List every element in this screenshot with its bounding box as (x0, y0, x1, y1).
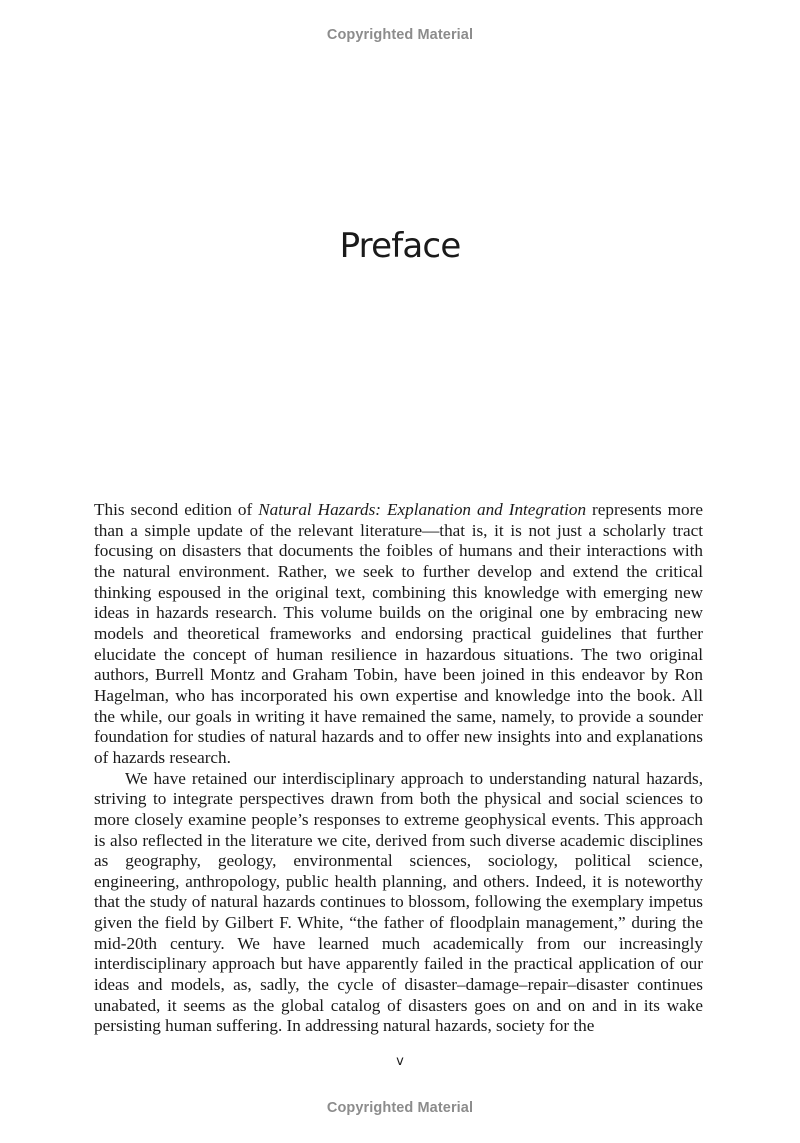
page-number: v (396, 1054, 404, 1069)
paragraph-1-rest: represents more than a simple update of the relevant literature—that is, it is not just a scholarly tract focusing on disasters that documents the foibles of humans and their interactions with the natural environment. Rather, we seek to further develop and extend the critical thinking espoused in the original text, combining this knowledge with emerging new ideas in hazards research. This volume builds on the original one by embracing new models and theoretical frameworks and endorsing practical guidelines that further elucidate the concept of human resilience in hazardous situations. The two original authors, Burrell Montz and Graham Tobin, have been joined in this endeavor by Ron Hagelman, who has incorporated his own expertise and knowledge into the book. All the while, our goals in writing it have remained the same, namely, to provide a sounder foundation for studies of natural hazards and to offer new insights into and explanations of hazards research. (94, 500, 703, 767)
paragraph-2: We have retained our interdisciplinary approach to understanding natural hazards, striving to integrate perspectives drawn from both the physical and social sciences to more closely examine people’s responses to extreme geophysical events. This approach is also reflected in the literature we cite, derived from such diverse academic disciplines as geography, geology, environmental sciences, sociology, political science, engineering, anthropology, public health planning, and others. Indeed, it is noteworthy that the study of natural hazards continues to blossom, following the exemplary impetus given the field by Gilbert F. White, “the father of floodplain management,” during the mid-20th century. We have learned much academically from our increasingly interdisciplinary approach but have apparently failed in the practical application of our ideas and models, as, sadly, the cycle of disaster–damage–repair–disaster continues unabated, it seems as the global catalog of disasters goes on and on and in its wake persisting human suffering. In addressing natural hazards, society for the (94, 768, 703, 1036)
copyright-watermark-top: Copyrighted Material (326, 27, 474, 43)
paragraph-1-lead: This second edition of (94, 500, 259, 519)
copyright-watermark-bottom: Copyrighted Material (326, 1100, 474, 1116)
paragraph-1 (94, 500, 703, 769)
body-text (94, 500, 703, 1037)
chapter-title: Preface (339, 226, 461, 266)
book-title: Natural Hazards: Explanation and Integration (258, 500, 587, 519)
